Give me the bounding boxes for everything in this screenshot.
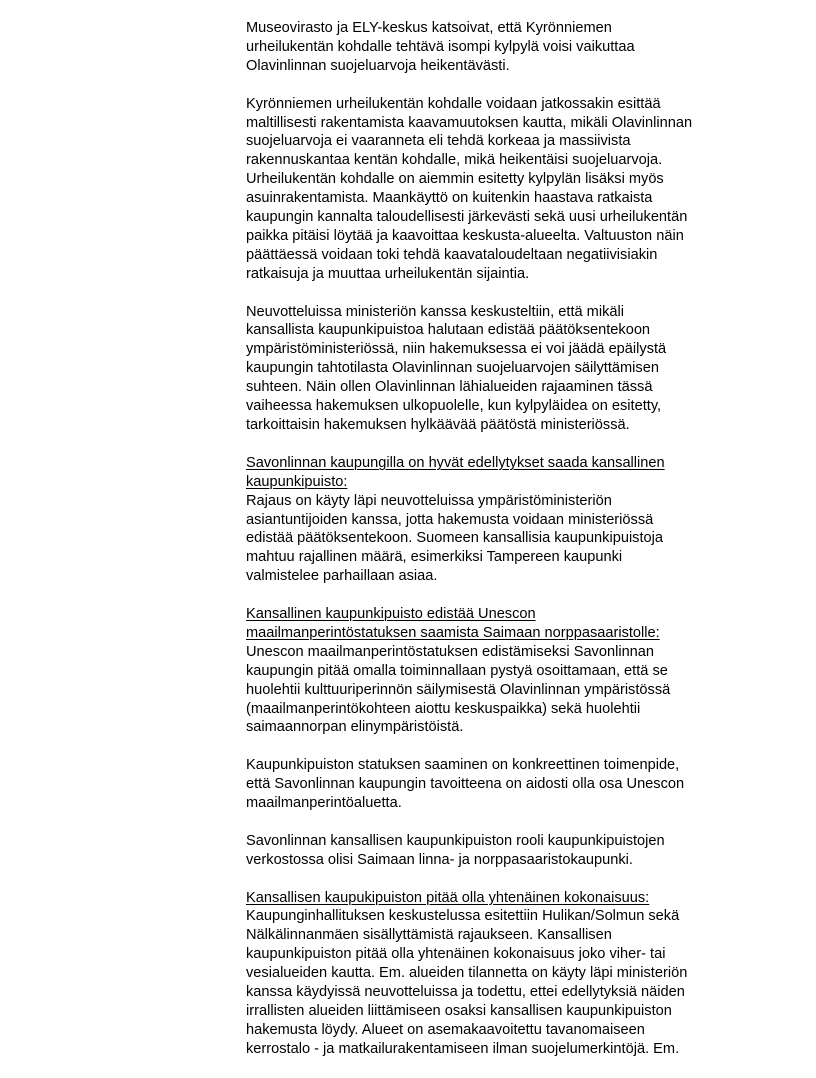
text-line: Kyrönniemen urheilukentän kohdalle voidaan jatkossakin esittää [246, 95, 661, 112]
text-line: urheilukentän kohdalle tehtävä isompi kylpylä voisi vaikuttaa [246, 38, 635, 55]
text-line: kaupungin tahtotilasta Olavinlinnan suojeluarvojen säilyttämisen [246, 360, 659, 377]
paragraph [246, 19, 746, 76]
text-line: edistää päätöksentekoon. Suomeen kansallisia kaupunkipuistoja [246, 530, 664, 547]
paragraph-text [246, 492, 746, 587]
text-line: ympäristöministeriössä, niin hakemuksessa ei voi jäädä epäilystä [246, 341, 667, 358]
text-line: Rajaus on käyty läpi neuvotteluissa ympäristöministeriön [246, 492, 612, 509]
paragraph-text [246, 95, 746, 284]
paragraph [246, 95, 746, 284]
text-line: vesialueiden kautta. Em. alueiden tilannetta on käyty läpi ministeriön [246, 965, 688, 982]
paragraph [246, 756, 746, 813]
heading-line: Kansallisen kaupukipuiston pitää olla yhtenäinen kokonaisuus: [246, 889, 650, 906]
text-line: Kaupunkipuiston statuksen saaminen on konkreettinen toimenpide, [246, 757, 680, 774]
text-line: kaupungin pitää omalla toiminnallaan pystyä osoittamaan, että se [246, 662, 668, 679]
text-line: ratkaisuja ja muuttaa urheilukentän sijaintia. [246, 265, 530, 282]
text-line: Neuvotteluissa ministeriön kanssa keskusteltiin, että mikäli [246, 303, 624, 320]
text-line: kansallista kaupunkipuistoa halutaan edistää päätöksentekoon [246, 322, 651, 339]
paragraph [246, 454, 746, 586]
text-line: hakemusta löydy. Alueet on asemakaavoitettu tavanomaiseen [246, 1021, 645, 1038]
text-line: että Savonlinnan kaupungin tavoitteena on aidosti olla osa Unescon [246, 776, 685, 793]
text-line: valmistelee parhaillaan asiaa. [246, 568, 438, 585]
text-line: kanssa käydyissä neuvotteluissa ja todettu, ettei edellytyksiä näiden [246, 984, 685, 1001]
text-line: kaupunkipuiston pitää olla yhtenäinen kokonaisuus joko viher- tai [246, 946, 666, 963]
paragraph-text [246, 756, 746, 813]
section-heading [246, 889, 746, 908]
paragraph [246, 303, 746, 435]
text-line: maltillisesti rakentamista kaavamuutoksen kautta, mikäli Olavinlinnan [246, 114, 693, 131]
text-line: irrallisten alueiden liittämiseen osaksi kansallisen kaupunkipuiston [246, 1003, 672, 1020]
paragraph-text [246, 303, 746, 435]
text-line: suhteen. Näin ollen Olavinlinnan lähialueiden rajaaminen tässä [246, 379, 653, 396]
text-line: huolehtii kulttuuriperinnön säilymisestä Olavinlinnan ympäristössä [246, 681, 671, 698]
heading-line: Kansallinen kaupunkipuisto edistää Unescon [246, 606, 536, 623]
paragraph [246, 605, 746, 737]
text-line: Savonlinnan kansallisen kaupunkipuiston rooli kaupunkipuistojen [246, 832, 665, 849]
text-line: rakennuskantaa kentän kohdalle, mikä heikentäisi suojeluarvoja. [246, 152, 663, 169]
text-line: (maailmanperintökohteen aiottu keskuspaikka) sekä huolehtii [246, 700, 641, 717]
text-line: verkostossa olisi Saimaan linna- ja norppasaaristokaupunki. [246, 851, 633, 868]
text-line: Urheilukentän kohdalle on aiemmin esitetty kylpylän lisäksi myös [246, 171, 664, 188]
text-line: asiantuntijoiden kanssa, jotta hakemusta voidaan ministeriössä [246, 511, 654, 528]
paragraph [246, 832, 746, 870]
heading-line: maailmanperintöstatuksen saamista Saimaan norppasaaristolle: [246, 624, 660, 641]
text-line: Olavinlinnan suojeluarvoja heikentävästi. [246, 57, 510, 74]
text-line: kerrostalo - ja matkailurakentamiseen ilman suojelumerkintöjä. Em. [246, 1040, 680, 1057]
text-line: Nälkälinnanmäen sisällyttämistä rajaukseen. Kansallisen [246, 927, 612, 944]
text-line: suojeluarvoja ei vaaranneta eli tehdä korkeaa ja massiivista [246, 133, 631, 150]
text-line: tarkoittaisin hakemuksen hylkäävää päätöstä ministeriössä. [246, 417, 630, 433]
document-page [246, 19, 746, 1078]
text-line: Unescon maailmanperintöstatuksen edistämiseksi Savonlinnan [246, 643, 655, 660]
paragraph-text [246, 19, 746, 76]
paragraph [246, 889, 746, 1059]
paragraph-text [246, 643, 746, 738]
section-heading [246, 605, 746, 643]
section-heading [246, 454, 746, 492]
text-line: kaupungin kannalta taloudellisesti järkevästi sekä uusi urheilukentän [246, 209, 688, 226]
heading-line: kaupunkipuisto: [246, 473, 348, 490]
paragraph-text [246, 907, 746, 1058]
text-line: vaiheessa hakemuksen ulkopuolelle, kun kylpyläidea on esitetty, [246, 398, 662, 415]
text-line: mahtuu rajallinen määrä, esimerkiksi Tampereen kaupunki [246, 549, 623, 566]
text-line: Museovirasto ja ELY-keskus katsoivat, että Kyrönniemen [246, 20, 612, 36]
text-line: saimaannorpan elinympäristöistä. [246, 719, 464, 736]
heading-line: Savonlinnan kaupungilla on hyvät edellytykset saada kansallinen [246, 454, 665, 471]
text-line: paikka pitäisi löytää ja kaavoittaa keskusta-alueelta. Valtuuston näin [246, 227, 684, 244]
paragraph-text [246, 832, 746, 870]
text-line: asuinrakentamista. Maankäyttö on kuitenkin haastava ratkaista [246, 190, 653, 207]
text-line: Kaupunginhallituksen keskustelussa esitettiin Hulikan/Solmun sekä [246, 908, 680, 925]
text-line: päättäessä voidaan toki tehdä kaavataloudeltaan negatiivisiakin [246, 246, 658, 263]
text-line: maailmanperintöaluetta. [246, 795, 402, 812]
